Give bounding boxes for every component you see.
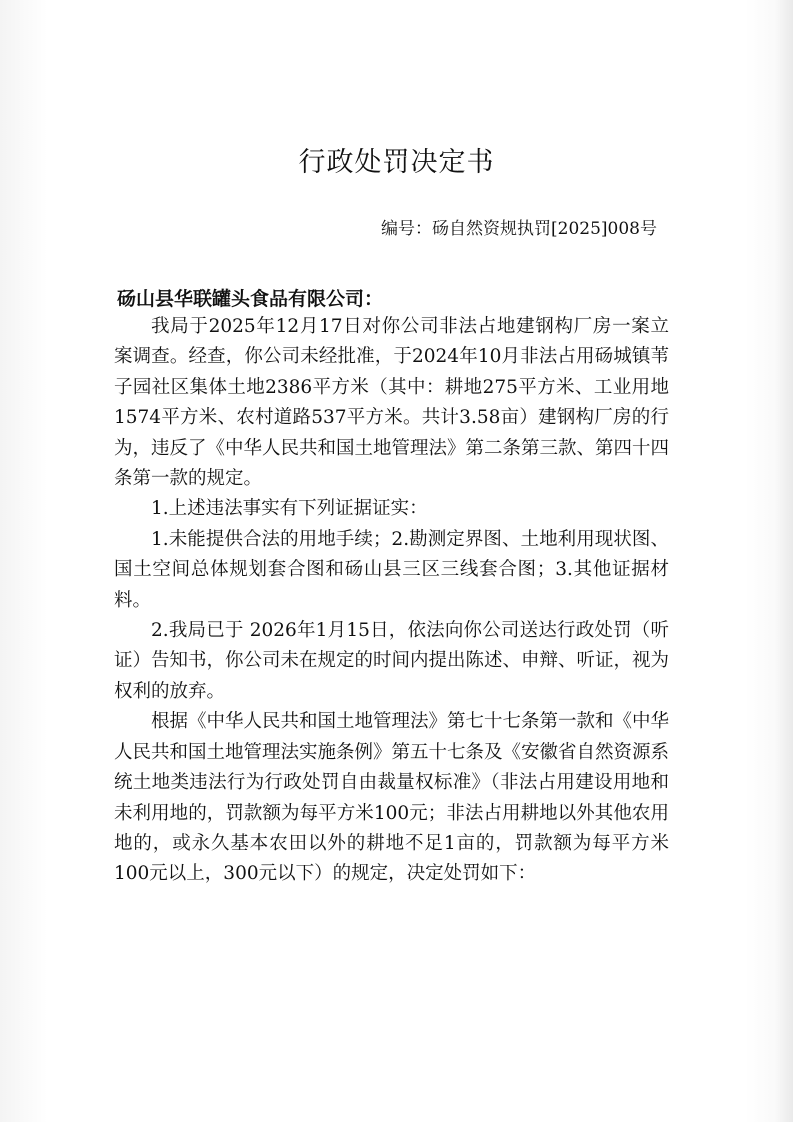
document-title: 行政处罚决定书 [298, 147, 495, 178]
paragraph-evidence-heading: 1.上述违法事实有下列证据证实： [151, 498, 428, 520]
document-body [114, 312, 669, 890]
paragraph-findings: 我局于2025年12月17日对你公司非法占地建钢构厂房一案立案调查。经查，你公司未经批准，于2024年10月非法占用砀城镇苇子园社区集体土地2386平方米（其中：耕地275平方米、工业用地1574平方米、农村道路537平方米。共计3.58亩）建钢构厂房的行为，违反了《中华人民共和国土地管理法》第二条第三款、第四十四条第一款的规定。 [114, 316, 670, 490]
paragraph-legal-basis: 根据《中华人民共和国土地管理法》第七十七条第一款和《中华人民共和国土地管理法实施条例》第五十七条及《安徽省自然资源系统土地类违法行为行政处罚自由裁量权标准》（非法占用建设用地和未利用地的，罚款额为每平方米100元；非法占用耕地以外其他农用地的，或永久基本农田以外的耕地不足1亩的，罚款额为每平方米100元以上，300元以下）的规定，决定处罚如下： [114, 711, 670, 885]
paragraph-evidence-list: 1.未能提供合法的用地手续；2.勘测定界图、土地利用现状图、国土空间总体规划套合图和砀山县三区三线套合图；3.其他证据材料。 [114, 528, 669, 611]
document-number: 编号：砀自然资规执罚[2025]008号 [381, 219, 657, 239]
paragraph-notice-served: 2.我局已于 2026年1月15日，依法向你公司送达行政处罚（听证）告知书，你公司未在规定的时间内提出陈述、申辩、听证，视为权利的放弃。 [114, 620, 670, 702]
recipient-name: 砀山县华联罐头食品有限公司： [117, 288, 384, 310]
